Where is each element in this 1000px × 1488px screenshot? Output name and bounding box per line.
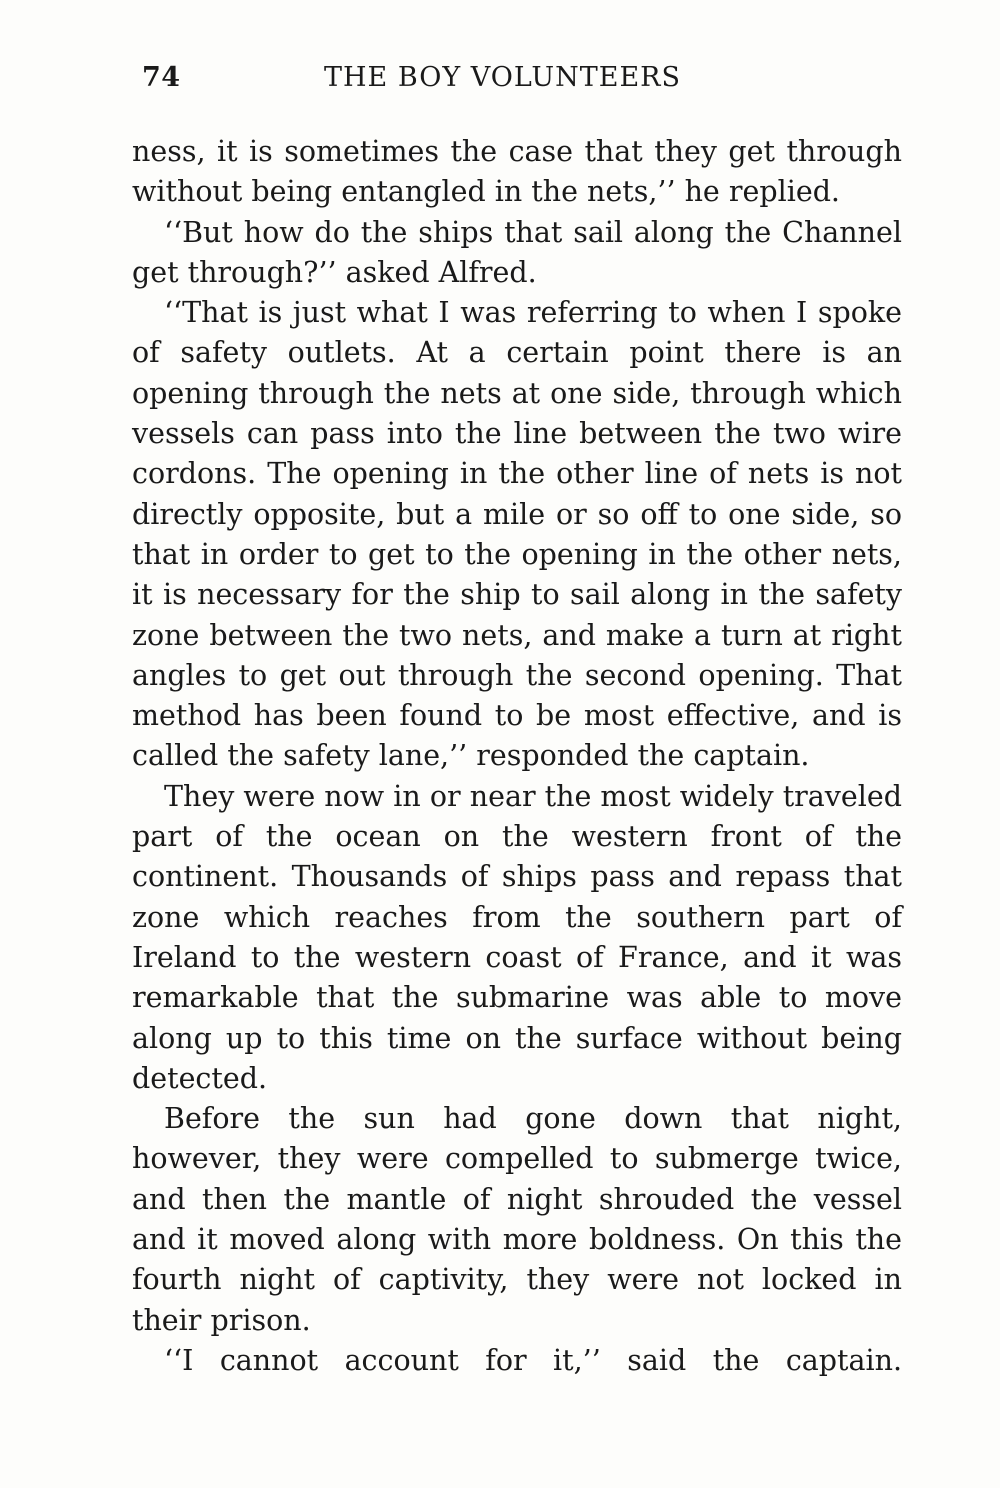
page-header (134, 58, 902, 98)
paragraph-western-front: They were now in or near the most widely traveled part of the ocean on the western front of the continent. Thousands of ships pass and repass that zone which reaches from the southern part of Ireland to the western coast of France, and it was remarkable that the submarine was able to move along up to this time on the surface without being detected. (132, 779, 902, 1095)
paragraph-question: ‘‘But how do the ships that sail along the Channel get through?’’ asked Alfred. (132, 215, 902, 289)
paragraph-captain-remark: ‘‘I cannot account for it,’’ said the captain. (164, 1343, 902, 1377)
paragraph-submerge: Before the sun had gone down that night, however, they were compelled to submerge twice, and then the mantle of night shrouded the vessel and it moved along with more boldness. On this the fourth night of captivity, they were not locked in their prison. (132, 1102, 902, 1337)
paragraph-continuation: ness, it is sometimes the case that they get through without being entangled in the nets,’’ he replied. (132, 135, 902, 209)
running-head: THE BOY VOLUNTEERS (324, 62, 681, 93)
paragraph-safety-lane: ‘‘That is just what I was referring to when I spoke of safety outlets. At a certain point there is an opening through the nets at one side, through which vessels can pass into the line between the two wire cordons. The opening in the other line of nets is not directly opposite, but a mile or so off to one side, so that in order to get to the opening in the other nets, it is necessary for the ship to sail along in the safety zone between the two nets, and make a turn at right angles to get out through the second opening. That method has been found to be most effective, and is called the safety lane,’’ responded the captain. (132, 296, 902, 773)
body-text (132, 132, 902, 1381)
page-number: 74 (142, 62, 181, 93)
